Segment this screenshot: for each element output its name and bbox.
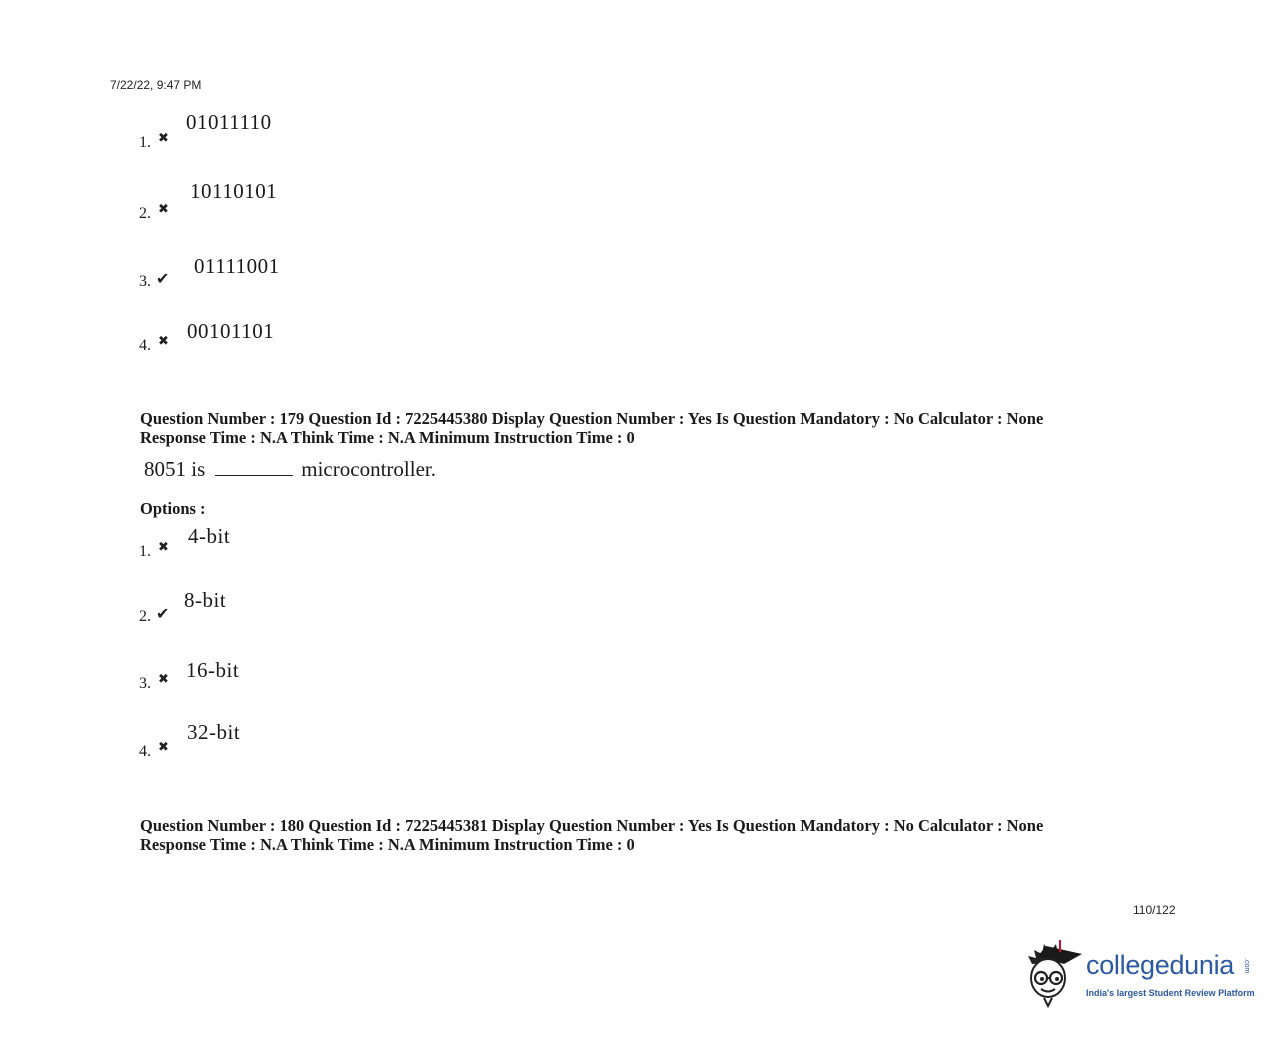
option-text: 16-bit — [186, 658, 240, 682]
option-number: 1. — [139, 134, 151, 151]
question-179-text — [144, 457, 436, 482]
question-179-meta — [140, 409, 1043, 447]
option-text: 01011110 — [186, 110, 272, 134]
cross-icon: ✖ — [158, 672, 169, 687]
cross-icon: ✖ — [158, 740, 169, 755]
option-text: 8-bit — [184, 588, 227, 612]
collegedunia-logo-text: collegedunia — [1086, 950, 1235, 980]
logo-tagline: India's largest Student Review Platform — [1086, 988, 1255, 998]
cross-icon: ✖ — [158, 334, 169, 349]
option-text: 01111001 — [194, 254, 280, 278]
check-icon: ✔ — [156, 269, 170, 288]
logo-suffix: .com — [1243, 958, 1250, 974]
question-text-before: 8051 is — [144, 457, 206, 481]
option-text: 10110101 — [190, 179, 278, 203]
option-number: 4. — [139, 337, 151, 354]
question-180-meta — [140, 816, 1043, 854]
question-text-after: microcontroller. — [301, 457, 436, 481]
print-timestamp: 7/22/22, 9:47 PM — [110, 78, 202, 92]
fill-blank — [215, 457, 293, 476]
option-text: 00101101 — [187, 319, 275, 343]
option-number: 1. — [139, 543, 151, 560]
option-text: 4-bit — [188, 524, 231, 548]
cross-icon: ✖ — [158, 540, 169, 555]
question-meta-line1: Question Number : 179 Question Id : 7225445380 Display Question Number : Yes Is Question Mandatory : No Calculator : None — [140, 409, 1044, 428]
collegedunia-mascot-icon — [1024, 938, 1086, 1010]
option-number: 3. — [139, 675, 151, 692]
cross-icon: ✖ — [158, 202, 169, 217]
options-label: Options : — [140, 499, 206, 518]
check-icon: ✔ — [156, 604, 170, 623]
option-number: 3. — [139, 273, 151, 290]
question-meta-line2: Response Time : N.A Think Time : N.A Minimum Instruction Time : 0 — [140, 835, 635, 854]
question-meta-line1: Question Number : 180 Question Id : 7225445381 Display Question Number : Yes Is Question Mandatory : No Calculator : None — [140, 816, 1044, 835]
option-number: 2. — [139, 205, 151, 222]
option-number: 4. — [139, 743, 151, 760]
option-text: 32-bit — [187, 720, 241, 744]
page-number: 110/122 — [1133, 903, 1176, 917]
question-meta-line2: Response Time : N.A Think Time : N.A Minimum Instruction Time : 0 — [140, 428, 635, 447]
cross-icon: ✖ — [158, 131, 169, 146]
option-number: 2. — [139, 608, 151, 625]
